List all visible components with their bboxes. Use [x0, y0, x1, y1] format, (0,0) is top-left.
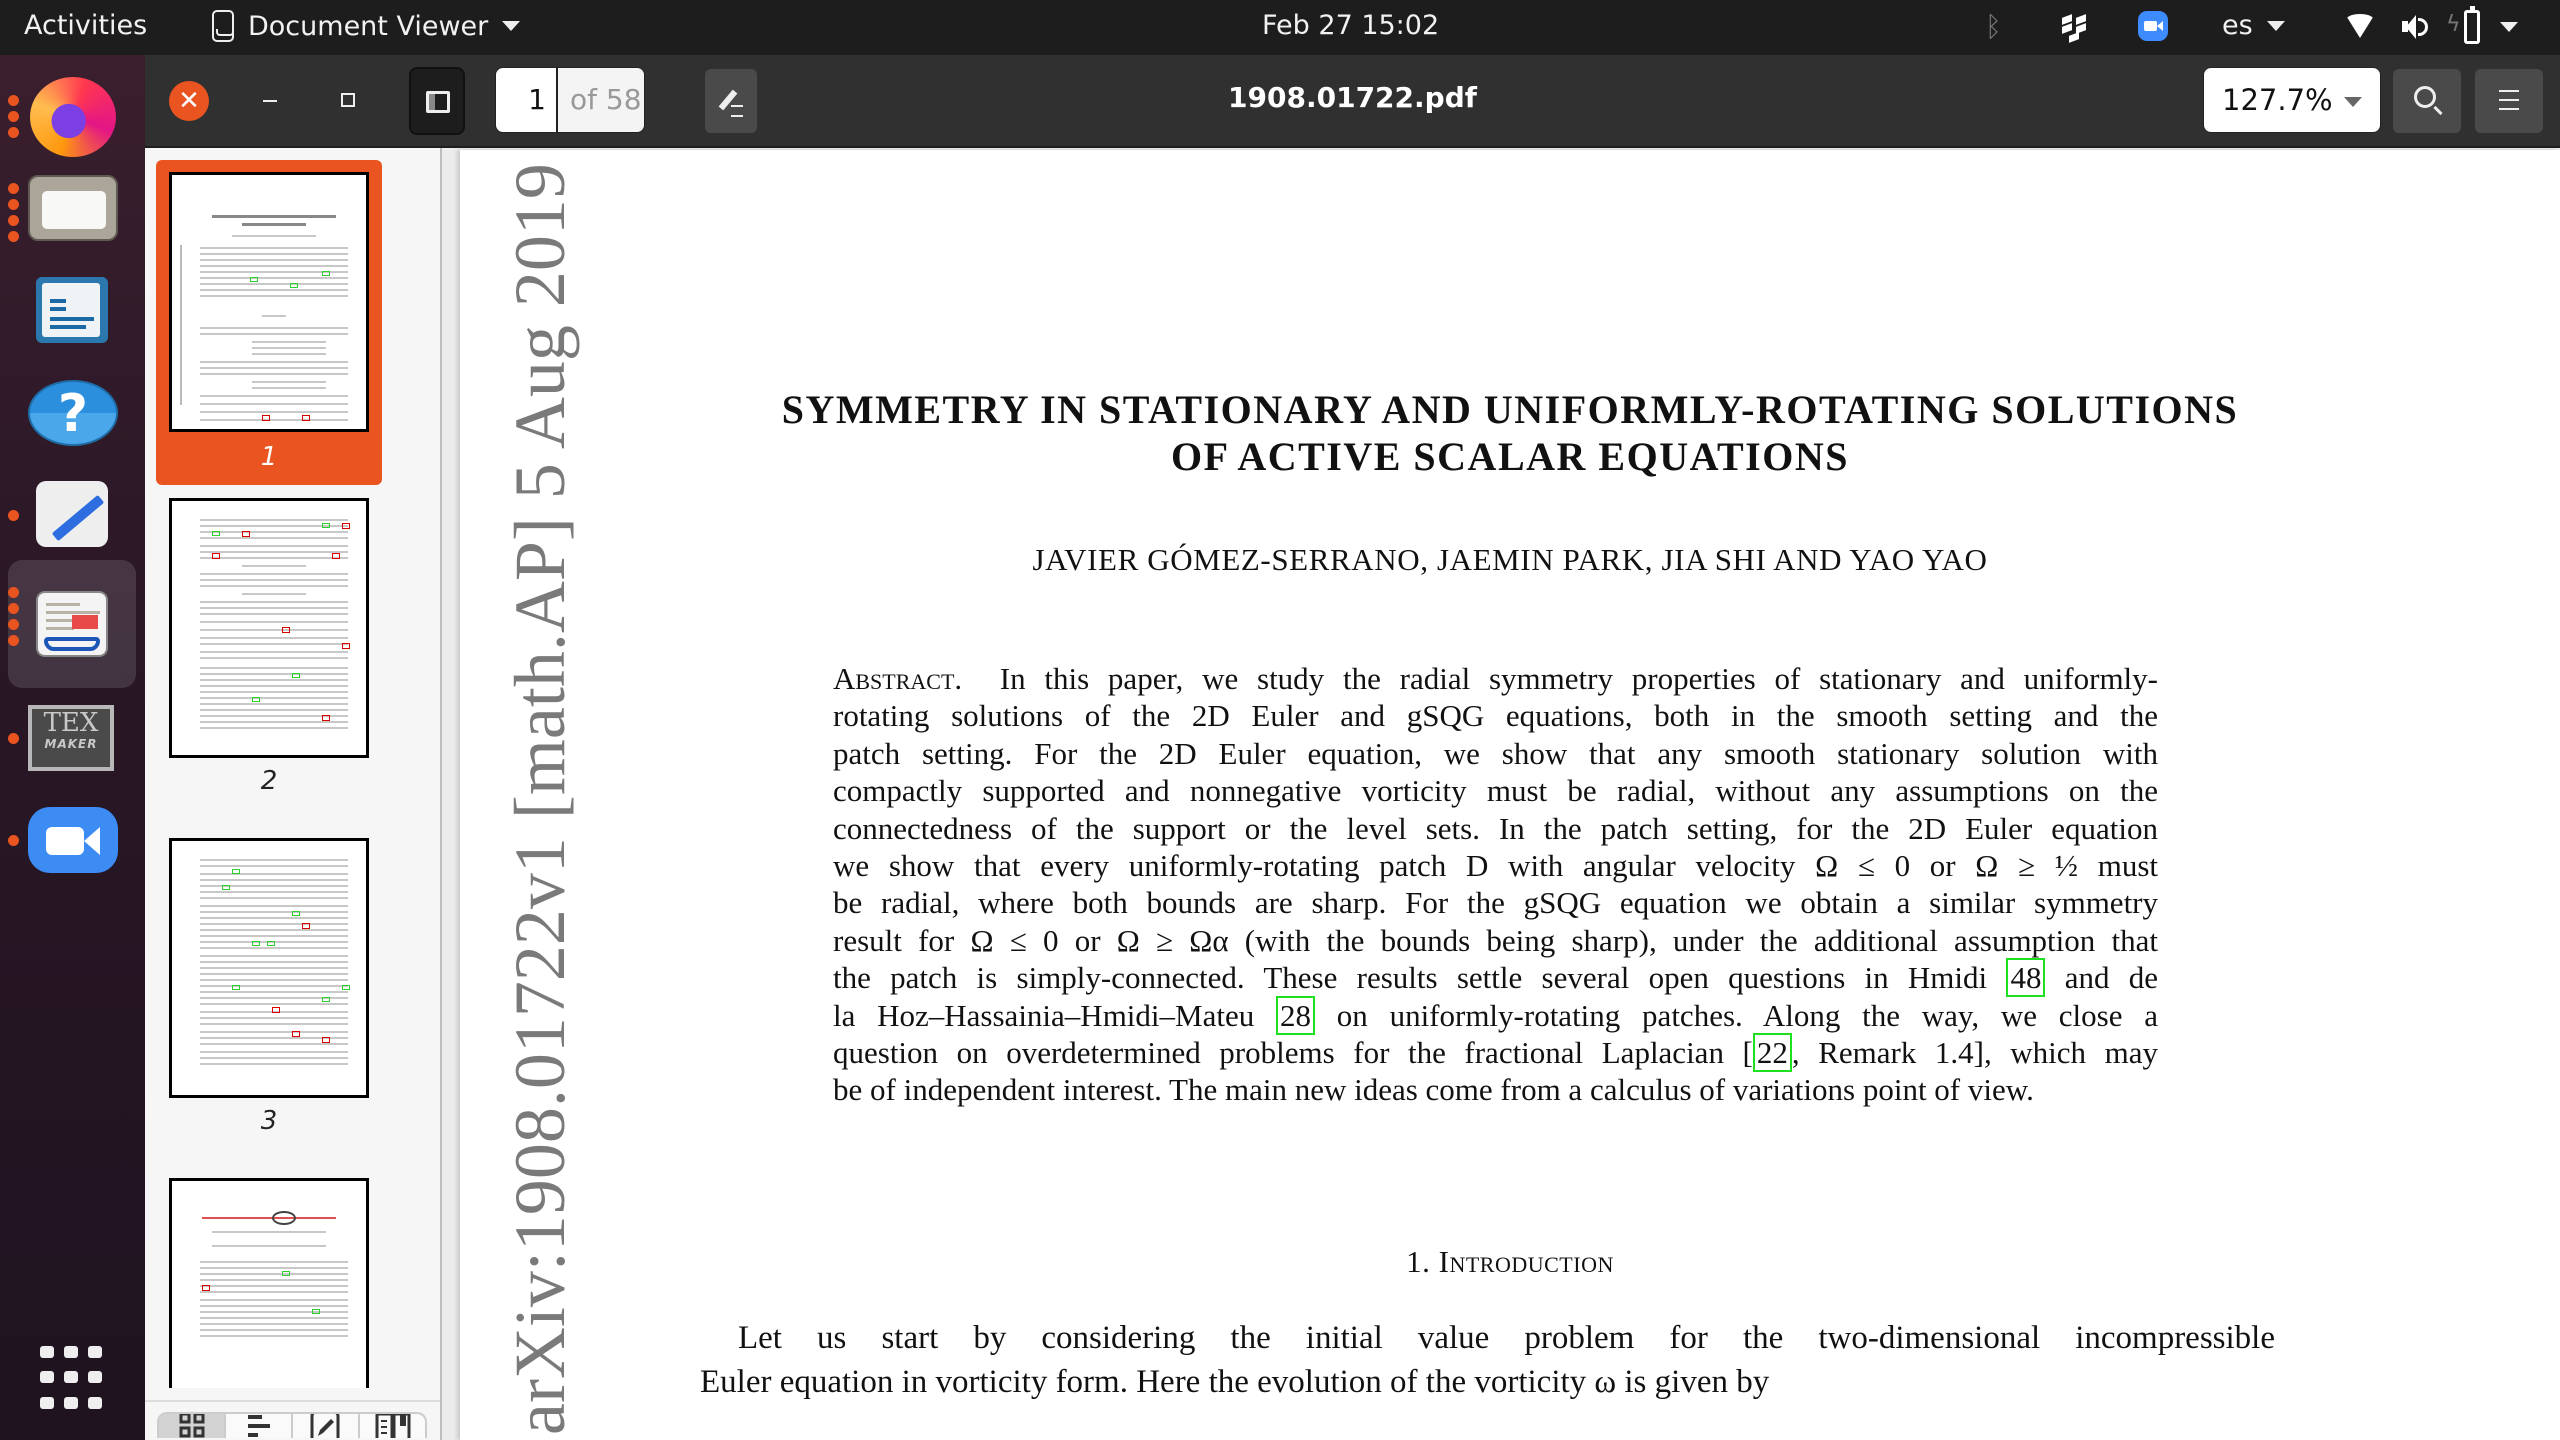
- app-menu[interactable]: [212, 10, 520, 42]
- annotation-pencil-icon: [293, 1414, 359, 1438]
- zoom-tray-icon[interactable]: [2138, 11, 2168, 41]
- abstract-line: Remark 1.4], which may: [1818, 1035, 2158, 1071]
- citation-link[interactable]: 28: [1276, 996, 1315, 1035]
- abstract-line: question on overdetermined problems for the fractional Laplacian: [833, 1035, 1724, 1071]
- abstract-line: and de: [2064, 960, 2159, 996]
- document-viewer-icon: [212, 10, 234, 42]
- arxiv-stamp: arXiv:1908.01722v1 [math.AP] 5 Aug 2019: [500, 163, 580, 1435]
- intro-line: Euler equation in vorticity form. Here the evolution of the vorticity ω is given by: [700, 1364, 1770, 1400]
- app-menu-label: Document Viewer: [248, 10, 489, 42]
- thumbnail-page-1[interactable]: [156, 160, 382, 485]
- intro-line: Let us start by considering the initial value problem for the two-dimensional incompressible: [738, 1320, 2275, 1356]
- abstract-line: rotating solutions of the 2D Euler and gSQG equations, both in the smooth setting and the: [833, 698, 2158, 734]
- language-selector[interactable]: [2222, 10, 2285, 41]
- abstract-line: on uniformly-rotating patches. Along the way, we close a: [1336, 997, 2159, 1033]
- help-icon: ?: [28, 380, 118, 446]
- texmaker-label-top: TEX: [43, 708, 99, 738]
- abstract-line: patch setting. For the 2D Euler equation, we show that any smooth stationary solution with: [833, 735, 2158, 771]
- citation-link[interactable]: 22: [1753, 1033, 1792, 1072]
- volume-icon[interactable]: [2402, 13, 2432, 41]
- abstract-line: be radial, where both bounds are sharp. For the gSQG equation we obtain a similar symmetry: [833, 885, 2158, 921]
- texmaker-icon: [28, 705, 114, 771]
- paper-title-line-1: SYMMETRY IN STATIONARY AND UNIFORMLY-ROTATING SOLUTIONS: [781, 387, 2239, 432]
- current-page-input[interactable]: 1: [496, 68, 558, 132]
- running-indicator: [8, 587, 19, 646]
- clock[interactable]: Feb 27 15:02: [1262, 10, 1440, 41]
- section-number: 1.: [1406, 1244, 1431, 1279]
- text-editor-icon: [36, 481, 108, 547]
- section-heading: [460, 1244, 2560, 1280]
- charging-icon: ϟ: [2446, 12, 2461, 37]
- introduction-text: [700, 1316, 2275, 1404]
- zoom-icon: [28, 807, 118, 873]
- activities-button[interactable]: Activities: [24, 10, 148, 41]
- tab-annotations[interactable]: [293, 1414, 360, 1438]
- zoom-selector[interactable]: [2203, 67, 2381, 133]
- zoom-level: 127.7%: [2222, 83, 2333, 117]
- grid-icon: [159, 1414, 225, 1438]
- tab-outline[interactable]: [226, 1414, 293, 1438]
- top-bar: [0, 0, 2560, 55]
- running-indicator: [8, 510, 19, 521]
- bookmarks-icon: [360, 1414, 425, 1438]
- wifi-icon[interactable]: [2345, 14, 2375, 38]
- chevron-down-icon: [502, 21, 520, 31]
- files-icon: [28, 175, 118, 241]
- abstract: Abstract. In this paper, we study the radial symmetry properties of stationary and uniformly- rotating solutions of the 2D Euler and gSQG equations, both in the smooth setting and the patch setting. For the 2D Euler equation, we show that any smooth stationary solution with compactly supported and nonnegative vorticity must be radial, without any assumptions on the connectedness of the support or the level sets. In the patch setting, for the 2D Euler equation we show that every uniformly-rotating patch D with angular velocity Ω ≤ 0 or Ω ≥ ½ must be radial, where both bounds are sharp. For the gSQG equation we obtain a similar symmetry result for Ω ≤ 0 or Ω ≥ Ωα (with the bounds being sharp), under the additional assumption that the patch is simply-connected. These results settle several open questions in Hmidi 48 and de la Hoz–Hassainia–Hmidi–Mateu 28 on uniformly-rotating patches. Along the way, we close a question on overdetermined problems for the fractional Laplacian [ 22 , Remark 1.4], which may be of independent interest. The main new ideas come from a calculus of variations point of view.: [833, 661, 2159, 1108]
- thumbnail-page-number: 3: [260, 1106, 278, 1136]
- running-indicator: [8, 183, 19, 242]
- bluetooth-icon[interactable]: ᛒ: [1985, 10, 2002, 43]
- thumbnail-image: [169, 172, 369, 432]
- document-viewer-window: [145, 55, 2560, 1440]
- thumbnail-image: [169, 1178, 369, 1388]
- texmaker-label-bottom: MAKER: [44, 737, 98, 751]
- abstract-line: la Hoz–Hassainia–Hmidi–Mateu: [833, 997, 1255, 1033]
- battery-icon[interactable]: [2464, 10, 2480, 44]
- chevron-down-icon: [2344, 97, 2362, 107]
- citation-link[interactable]: 48: [2006, 958, 2045, 997]
- thumbnail-image: [169, 838, 369, 1098]
- paper-title-line-2: OF ACTIVE SCALAR EQUATIONS: [1170, 434, 1849, 479]
- thumbnail-list[interactable]: [145, 148, 440, 1400]
- pdf-page: [460, 150, 2560, 1440]
- thumbnail-image: [169, 498, 369, 758]
- outline-icon: [226, 1414, 292, 1438]
- main-menu-button[interactable]: [2475, 69, 2543, 133]
- abstract-line: In this paper, we study the radial symmetry properties of stationary and uniformly-: [999, 661, 2158, 696]
- show-applications-icon[interactable]: [40, 1346, 106, 1412]
- paper-authors: JAVIER GÓMEZ-SERRANO, JAEMIN PARK, JIA SHI AND YAO YAO: [1032, 542, 1988, 577]
- thumbnail-sidebar: [145, 148, 442, 1440]
- abstract-line: the patch is simply-connected. These results settle several open questions in Hmidi: [833, 960, 1988, 996]
- running-indicator: [8, 835, 19, 846]
- document-view[interactable]: [442, 148, 2560, 1440]
- libreoffice-writer-icon: [36, 277, 108, 343]
- abstract-label: Abstract.: [833, 661, 963, 696]
- thumbnail-page-3[interactable]: [156, 838, 382, 1158]
- dock: [0, 55, 145, 1440]
- chevron-down-icon: [2267, 21, 2285, 31]
- tab-thumbnails[interactable]: [159, 1414, 226, 1438]
- document-viewer-icon: [36, 591, 108, 657]
- thumbnail-page-4[interactable]: [156, 1178, 382, 1388]
- section-title: Introduction: [1438, 1244, 1614, 1279]
- tab-bookmarks[interactable]: [360, 1414, 425, 1438]
- abstract-line: we show that every uniformly-rotating patch D with angular velocity Ω ≤ 0 or Ω ≥ ½ must: [833, 848, 2158, 884]
- search-icon: [2414, 86, 2436, 108]
- page-total: of 58: [558, 68, 644, 132]
- dropbox-icon[interactable]: [2060, 12, 2090, 42]
- firefox-icon: [30, 77, 116, 157]
- sidebar-tab-bar: [145, 1400, 440, 1440]
- abstract-line: be of independent interest. The main new ideas come from a calculus of variations point of view.: [833, 1072, 2034, 1108]
- abstract-line: result for Ω ≤ 0 or Ω ≥ Ωα (with the bounds being sharp), under the additional assumption that: [833, 922, 2158, 958]
- language-label: es: [2222, 10, 2253, 41]
- thumbnail-page-2[interactable]: [156, 498, 382, 818]
- thumbnail-page-number: 2: [260, 766, 278, 796]
- abstract-line: compactly supported and nonnegative vorticity must be radial, without any assumptions on the: [833, 773, 2158, 809]
- document-title: 1908.01722.pdf: [1228, 81, 1477, 114]
- abstract-line: connectedness of the support or the level sets. In the patch setting, for the 2D Euler equation: [833, 810, 2158, 846]
- running-indicator: [8, 95, 19, 138]
- system-menu-chevron-icon[interactable]: [2500, 22, 2518, 32]
- close-icon: ✕: [178, 86, 200, 116]
- thumbnail-page-number: 1: [260, 442, 278, 472]
- header-bar: [145, 55, 2560, 148]
- search-button[interactable]: [2393, 69, 2461, 133]
- running-indicator: [8, 733, 19, 744]
